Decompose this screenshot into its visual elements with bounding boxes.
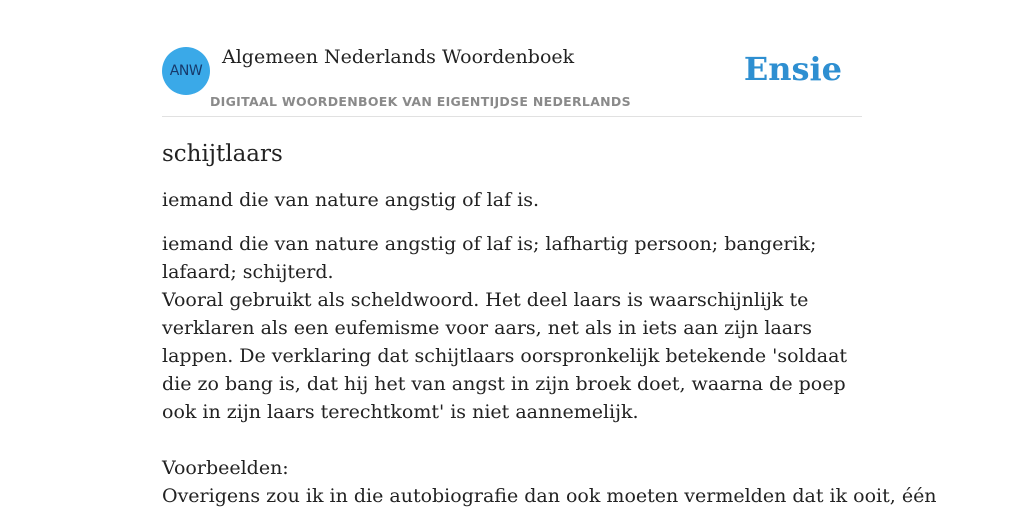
site-subtitle: DIGITAAL WOORDENBOEK VAN EIGENTIJDSE NEDERLANDS [210,94,631,109]
short-definition: iemand die van nature angstig of laf is. [162,189,540,211]
explanation-text: Vooral gebruikt als scheldwoord. Het deel laars is waarschijnlijk te verklaren als een eufemisme voor aars, net als in iets aan zijn laars lappen. De verklaring dat schijtlaars oorspronkelijk betekende 'soldaat die zo bang is, dat hij het van angst in zijn broek doet, waarna de poep ook in zijn laars terechtkomt' is niet aannemelijk. [162,289,848,423]
site-title[interactable]: Algemeen Nederlands Woordenboek [222,46,575,68]
ensie-logo-link[interactable]: Ensie [743,50,842,88]
examples-label: Voorbeelden: [162,457,289,479]
example-text: Overigens zou ik in die autobiografie dan ook moeten vermelden dat ik ooit, één [162,485,937,507]
anw-logo[interactable]: ANW [162,47,210,95]
long-definition: iemand die van nature angstig of laf is; lafhartig persoon; bangerik; lafaard; schijterd. [162,233,817,283]
entry-content [162,138,937,510]
page-title: schijtlaars [162,141,283,167]
site-header [162,46,862,117]
